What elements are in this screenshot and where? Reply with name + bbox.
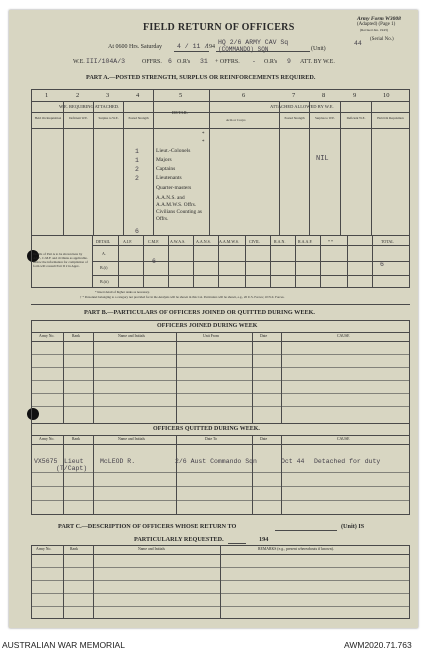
col-num-7: 7 bbox=[292, 92, 296, 99]
form-revised: (Revised Jan. 1943) bbox=[360, 28, 388, 32]
part-c-title: PART C.—DESCRIPTION OF OFFICERS WHOSE RETURN TO bbox=[58, 523, 237, 530]
joined-h-name: Name and Initials bbox=[118, 334, 145, 338]
bd-aif: A.I.F. bbox=[123, 239, 133, 244]
quitted-h-armyno: Army No. bbox=[39, 437, 55, 441]
part-c-unit-is: (Unit) IS bbox=[341, 523, 365, 530]
sub-header-2: Deficient W.E. bbox=[69, 116, 88, 120]
sub-header-8: Deficient W.E. bbox=[346, 116, 366, 120]
footer-institution: AUSTRALIAN WAR MEMORIAL bbox=[2, 640, 125, 650]
posted-lieutenants: 2 bbox=[135, 175, 139, 182]
sub-header-6: Posted Strength bbox=[284, 116, 305, 120]
joined-h-date: Date bbox=[260, 334, 268, 338]
quitted-h-dateto: Date To bbox=[205, 437, 218, 441]
posted-captains: 2 bbox=[135, 166, 139, 173]
footer-accession: AWM2020.71.763 bbox=[344, 640, 412, 650]
sub-header-4: Posted Strength bbox=[128, 116, 149, 120]
bd-raaf: R.A.A.F. bbox=[298, 239, 313, 244]
at-hrs-label: At 0600 Hrs. Saturday bbox=[108, 44, 162, 50]
quitted-rank-temp: (T/Capt) bbox=[56, 465, 88, 472]
joined-h-armyno: Army No. bbox=[39, 334, 55, 338]
rank-majors: Majors bbox=[156, 157, 172, 163]
bd-aans: A.A.N.S. bbox=[196, 239, 211, 244]
quitted-h-cause: CAUSE bbox=[337, 437, 350, 441]
offrs-typed: 6 bbox=[168, 58, 172, 65]
col-num-4: 4 bbox=[136, 92, 140, 99]
part-a-note: Details of Part A to be shown here by A.I.F., C.M.F. and civilians as applicable. Below the information for compilation of form will consult Part II 2 in Appx. bbox=[33, 252, 88, 268]
bd-aamws: A.A.M.W.S. bbox=[219, 239, 239, 244]
posted-majors: 1 bbox=[135, 157, 139, 164]
quitted-h-name: Name and Initials bbox=[118, 437, 145, 441]
joined-h-cause: CAUSE bbox=[337, 334, 350, 338]
serial-label: (Serial No.) bbox=[370, 37, 394, 42]
col-num-3: 3 bbox=[106, 92, 110, 99]
col-num-6: 6 bbox=[242, 92, 246, 99]
quitted-name: McLEOD R. bbox=[100, 458, 136, 465]
unit-typed: HQ 2/6 ARMY CAV Sq bbox=[218, 39, 289, 46]
bd-row-bi: B.(i) bbox=[100, 265, 108, 270]
bd-row-a: A. bbox=[102, 251, 106, 256]
quitted-army-no: VX5675 bbox=[34, 458, 58, 465]
we-requiring-header: W.E. REQUIRING ATTACHED. bbox=[59, 104, 120, 109]
bd-cmf: C.M.F. bbox=[148, 239, 160, 244]
joined-title: OFFICERS JOINED DURING WEEK bbox=[157, 323, 258, 329]
col-num-8: 8 bbox=[322, 92, 326, 99]
nil-typed: NIL bbox=[316, 155, 329, 163]
quitted-rank: Lieut bbox=[64, 458, 84, 465]
form-number: Army Form W3008 bbox=[357, 16, 401, 22]
joined-h-rank: Rank bbox=[72, 334, 81, 338]
unit-typed-2: (COMMANDO) SQN bbox=[218, 46, 269, 53]
form-title: FIELD RETURN OF OFFICERS bbox=[143, 22, 295, 33]
ors-typed: 31 bbox=[200, 58, 208, 65]
sub-header-5: Arm or Corps bbox=[226, 118, 246, 122]
bd-row-bii: B.(ii) bbox=[100, 279, 109, 284]
bd-civil: CIVIL bbox=[249, 239, 260, 244]
bd-detail: DETAIL bbox=[96, 239, 111, 244]
part-a-title: PART A.—POSTED STRENGTH, SURPLUS OR REINFORCEMENTS REQUIRED. bbox=[86, 74, 316, 81]
asterisk-2: * bbox=[202, 140, 205, 145]
part-c-h-name: Name and Initials bbox=[138, 547, 165, 551]
ors2-typed: 9 bbox=[287, 58, 291, 65]
rank-lt-col: Lieut.-Colonels bbox=[156, 148, 191, 154]
sub-header-3: Surplus to W.E. bbox=[98, 116, 119, 120]
bd-total: TOTAL bbox=[381, 239, 394, 244]
plus-offrs-typed: - bbox=[252, 58, 256, 65]
date-typed: 4 / 11 / bbox=[177, 43, 209, 50]
plus-offrs-label: + OFFRS. bbox=[215, 59, 240, 65]
rank-nurses: A.A.N.S. and A.A.M.W.S. Offrs. bbox=[156, 195, 197, 208]
bd-other: * * bbox=[328, 239, 333, 244]
part-b-title: PART B.—PARTICULARS OF OFFICERS JOINED OR QUITTED DURING WEEK. bbox=[84, 309, 315, 316]
year-label: 194 bbox=[206, 44, 215, 50]
bd-ran: R.A.N. bbox=[274, 239, 286, 244]
quitted-h-date: Date bbox=[260, 437, 268, 441]
unit-label: (Unit) bbox=[311, 46, 326, 52]
col-num-1: 1 bbox=[45, 92, 49, 99]
part-c-year: 194 bbox=[259, 536, 269, 543]
quitted-title: OFFICERS QUITTED DURING WEEK. bbox=[153, 426, 260, 432]
archive-footer bbox=[0, 636, 429, 653]
we-typed: III/104A/3 bbox=[86, 58, 126, 65]
part-c-h-remarks: REMARKS (e.g., present whereabouts if known). bbox=[258, 547, 334, 551]
rank-qm: Quarter-masters bbox=[156, 185, 192, 191]
bd-aif-value: 6 bbox=[152, 258, 156, 265]
part-c-requested: PARTICULARLY REQUESTED. bbox=[134, 536, 224, 543]
part-c-h-armyno: Army No. bbox=[36, 547, 52, 551]
rank-captains: Captains bbox=[156, 166, 176, 172]
bd-awas: A.W.A.S. bbox=[170, 239, 186, 244]
part-c-h-rank: Rank bbox=[70, 547, 79, 551]
col-num-5: 5 bbox=[179, 92, 183, 99]
attached-allowed-header: ATTACHED ALLOWED BY W.E. bbox=[270, 104, 334, 109]
serial-typed: 44 bbox=[354, 40, 362, 47]
sub-header-1: Held On Requisition bbox=[34, 116, 62, 120]
form-adapted: (Adapted) (Page 1) bbox=[357, 22, 396, 27]
ors-label: O.R's bbox=[177, 59, 191, 65]
att-label: ATT. BY W.E. bbox=[300, 59, 335, 65]
rank-lieutenants: Lieutenants bbox=[156, 175, 182, 181]
col-num-9: 9 bbox=[353, 92, 357, 99]
punch-hole-bottom bbox=[27, 408, 39, 420]
joined-h-unit: Unit From bbox=[203, 334, 219, 338]
quitted-cause: Detached for duty bbox=[314, 458, 381, 465]
ors2-label: O.R's bbox=[264, 59, 278, 65]
posted-total: 6 bbox=[135, 228, 139, 235]
offrs-label: OFFRS. bbox=[142, 59, 162, 65]
col-num-2: 2 bbox=[76, 92, 80, 99]
footnote-2: † * Personnel belonging to a category not provided for in the Analysis will be shown in this Col. Particulars will be shown, e.g., 20 U.S. Forces; 10 N.Z. Forces. bbox=[80, 295, 285, 299]
we-label: W.E. bbox=[73, 59, 85, 65]
bd-total-value: 6 bbox=[380, 261, 384, 268]
sub-header-7: Surplus to W.E. bbox=[314, 116, 335, 120]
rank-civilians: Civilians Counting as Offrs. bbox=[156, 209, 202, 222]
asterisk-1: * bbox=[202, 132, 205, 137]
posted-lt-col: 1 bbox=[135, 148, 139, 155]
quitted-h-rank: Rank bbox=[72, 437, 81, 441]
detail-header: DETAIL bbox=[172, 110, 188, 115]
sub-header-9: Held On Requisition bbox=[377, 116, 404, 120]
quitted-date: Oct 44 bbox=[281, 458, 305, 465]
quitted-unit: 2/6 Aust Commando Sqn bbox=[175, 458, 257, 465]
col-num-10: 10 bbox=[383, 92, 390, 99]
footnote-1: * Insert detail of higher ranks as necessary. bbox=[95, 290, 150, 294]
